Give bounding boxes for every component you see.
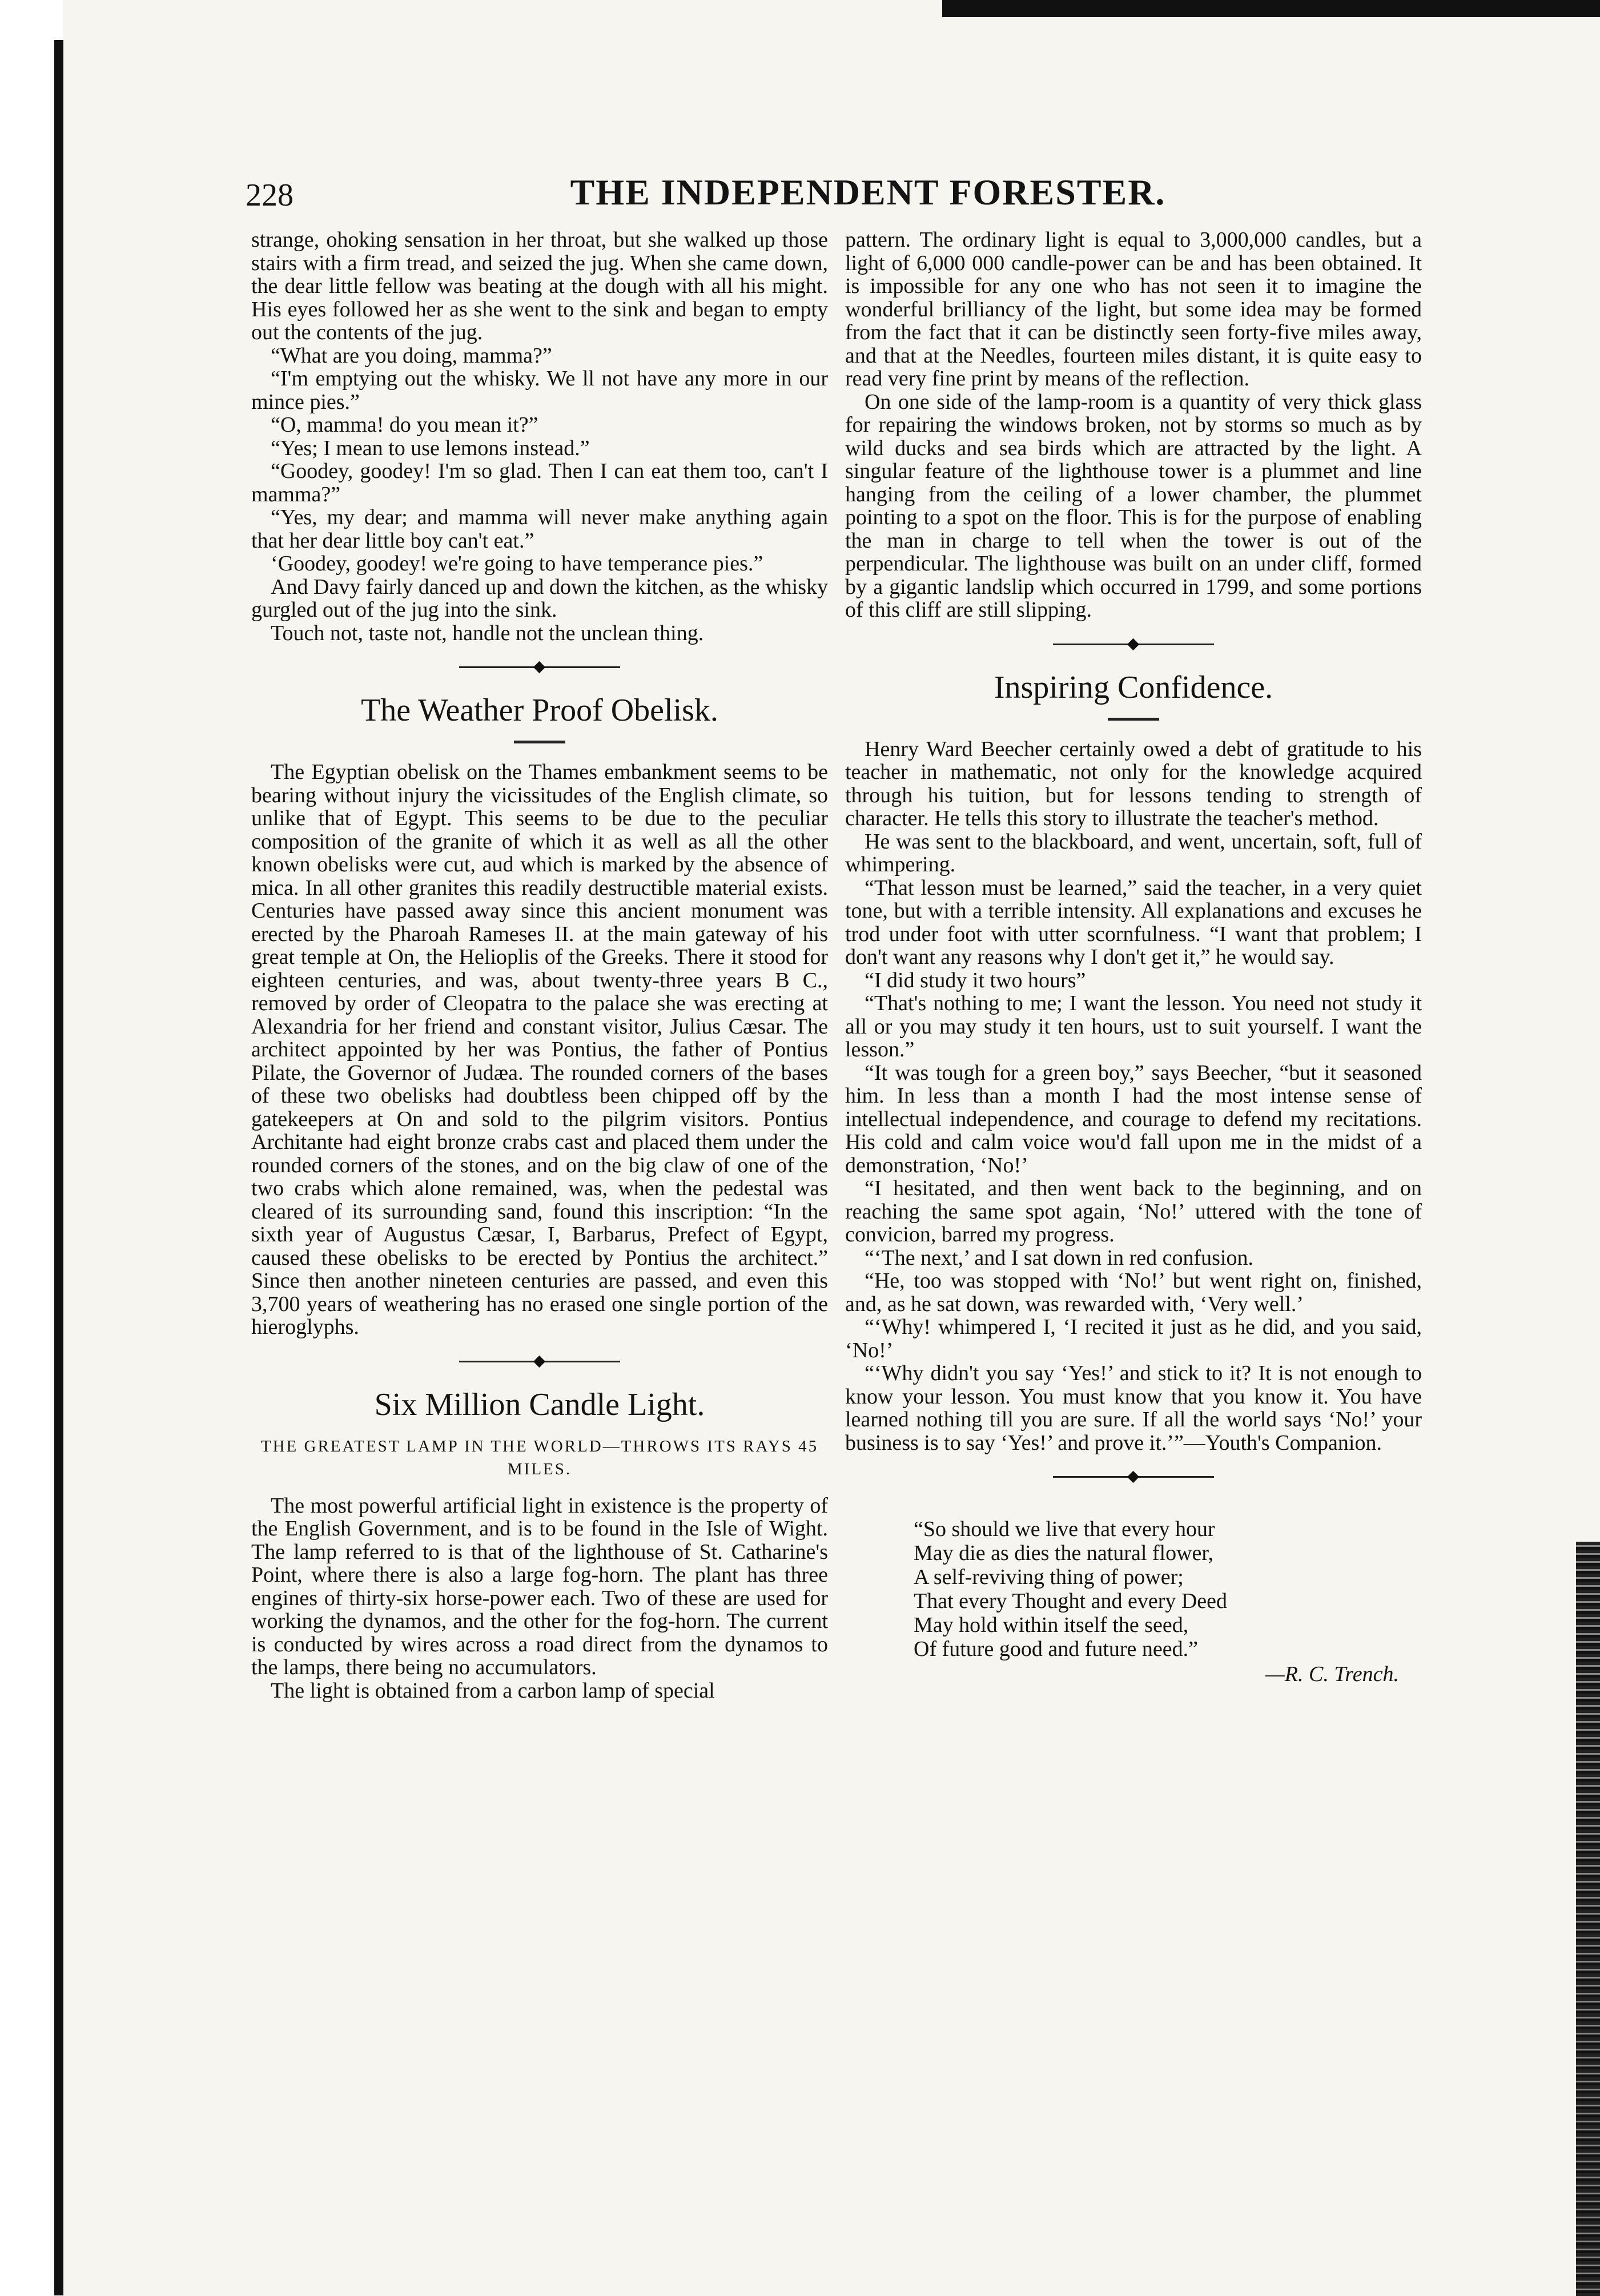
- section-divider: [845, 628, 1422, 662]
- paragraph: “Yes; I mean to use lemons instead.”: [271, 436, 590, 460]
- paragraph: “Goodey, goodey! I'm so glad. Then I can eat them too, can't I mamma?”: [251, 459, 828, 506]
- paragraph: The light is obtained from a carbon lamp of special: [271, 1678, 715, 1703]
- candle-light-continuation: [845, 228, 1422, 622]
- paragraph: ‘Goodey, goodey! we're going to have temperance pies.”: [271, 552, 763, 576]
- paragraph: “I'm emptying out the whisky. We ll not have any more in our mince pies.”: [251, 367, 828, 414]
- poem-line: May die as dies the natural flower,: [914, 1541, 1214, 1565]
- paragraph: “That lesson must be learned,” said the teacher, in a very quiet tone, but with a terrible intensity. All explanations and excuses he trod under foot with utter scornfulness. “I want that problem; I don't want any reasons why I don't get it,” he would say.: [845, 875, 1422, 969]
- article-candle-light: [251, 1386, 828, 1703]
- paragraph: On one side of the lamp-room is a quantity of very thick glass for repairing the windows broken, not by storms so much as by wild ducks and sea birds which are attracted by the light. A singular feature of the lighthouse tower is a plummet and line hanging from the ceiling of a lower chamber, the plummet pointing to a spot on the floor. This is for the purpose of enabling the man in charge to tell when the tower is out of the perpendicular. The lighthouse was built on an under cliff, formed by a gigantic landslip which occurred in 1799, and some portions of this cliff are still slipping.: [845, 389, 1422, 622]
- scan-margin: [0, 0, 63, 2296]
- paragraph: “It was tough for a green boy,” says Beecher, “but it seasoned him. In less than a month I had the most intense sense of intellectual independence, and courage to defend my recitations. His cold and calm voice wou'd fall upon me in the midst of a demonstration, ‘No!’: [845, 1060, 1422, 1177]
- journal-title: THE INDEPENDENT FORESTER.: [570, 172, 1166, 212]
- paragraph: “What are you doing, mamma?”: [271, 343, 552, 368]
- scan-edge-left: [54, 40, 63, 2295]
- article-subheading: THE GREATEST LAMP IN THE WORLD—THROWS ITS RAYS 45 MILES.: [260, 1437, 819, 1478]
- story-continuation: [251, 228, 828, 645]
- poem-line: That every Thought and every Deed: [914, 1589, 1228, 1613]
- paragraph: Henry Ward Beecher certainly owed a debt of gratitude to his teacher in mathematic, not only for the knowledge acquired through his tuition, but for lessons tending to strength of character. He tells this story to illustrate the teacher's method.: [845, 737, 1422, 830]
- section-divider: [251, 650, 828, 685]
- article-obelisk: [251, 691, 828, 1339]
- paragraph: “Yes, my dear; and mamma will never make anything again that her dear little boy can't eat.”: [251, 505, 828, 553]
- paragraph: He was sent to the blackboard, and went, uncertain, soft, full of whimpering.: [845, 829, 1422, 876]
- article-confidence: [845, 669, 1422, 1455]
- paragraph: “He, too was stopped with ‘No!’ but went right on, finished, and, as he sat down, was rewarded with, ‘Very well.’: [845, 1269, 1422, 1316]
- paragraph: Touch not, taste not, handle not the unclean thing.: [271, 621, 704, 645]
- article-title: Inspiring Confidence.: [994, 669, 1273, 705]
- poem-author: —R. C. Trench.: [1265, 1662, 1399, 1686]
- paragraph: “I did study it two hours”: [865, 968, 1086, 992]
- paragraph: “‘Why! whimpered I, ‘I recited it just as he did, and you said, ‘No!’: [845, 1315, 1422, 1362]
- scan-edge-right: [1576, 1542, 1600, 2296]
- article-title: Six Million Candle Light.: [374, 1386, 705, 1422]
- left-column: [251, 228, 828, 1702]
- paragraph: “That's nothing to me; I want the lesson. You need not study it all or you may study it ten hours, ust to suit yourself. I want the lesson.”: [845, 991, 1422, 1061]
- paragraph: “‘Why didn't you say ‘Yes!’ and stick to it? It is not enough to know your lesson. You must know that you know it. You have learned nothing till you are sure. If all the world says ‘No!’ your business is to say ‘Yes!’ and prove it.’”—Youth's Companion.: [845, 1361, 1422, 1455]
- page-number: 228: [246, 178, 294, 213]
- running-head: [246, 171, 1490, 223]
- scan-edge-top: [942, 0, 1600, 17]
- paragraph: pattern. The ordinary light is equal to 3,000,000 candles, but a light of 6,000 000 candle-power can be and has been obtained. It is impossible for any one who has not seen it to imagine the wonderful brilliancy of the light, but some idea may be formed from the fact that it can be distinctly seen forty-five miles away, and that at the Needles, fourteen miles distant, it is quite easy to read very fine print by means of the reflection.: [845, 228, 1422, 391]
- poem: [914, 1517, 1422, 1686]
- paragraph: “‘The next,’ and I sat down in red confusion.: [865, 1245, 1253, 1270]
- article-title: The Weather Proof Obelisk.: [361, 693, 718, 728]
- paragraph: “I hesitated, and then went back to the beginning, and on reaching the same spot again, ‘No!’ uttered with the tone of convicion, barred my progress.: [845, 1176, 1422, 1246]
- paragraph: strange, ohoking sensation in her throat, but she walked up those stairs with a firm tread, and seized the jug. When she came down, the dear little fellow was beating at the dough with all his might. His eyes followed her as she went to the sink and began to empty out the contents of the jug.: [251, 228, 828, 344]
- paragraph: “O, mamma! do you mean it?”: [271, 413, 538, 437]
- section-divider: [845, 1460, 1422, 1494]
- paragraph: And Davy fairly danced up and down the kitchen, as the whisky gurgled out of the jug into the sink.: [251, 574, 828, 622]
- title-rule: [514, 741, 565, 743]
- poem-line: “So should we live that every hour: [914, 1517, 1215, 1541]
- title-rule: [1108, 718, 1159, 721]
- right-column: [845, 228, 1422, 1686]
- poem-line: May hold within itself the seed,: [914, 1613, 1189, 1637]
- paragraph: The Egyptian obelisk on the Thames embankment seems to be bearing without injury the vicissitudes of the English climate, so unlike that of Egypt. This seems to be due to the peculiar composition of the granite of which it as well as all the other known obelisks were cut, aud which is marked by the absence of mica. In all other granites this readily destructible material exists. Centuries have passed away since this ancient monument was erected by the Pharoah Rameses II. at the main gateway of his great temple at On, the Helioplis of the Greeks. There it stood for eighteen centuries, and was, about twenty-three years B C., removed by order of Cleopatra to the palace she was erecting at Alexandria for her friend and constant visitor, Julius Cæsar. The architect appointed by her was Pontius, the father of Pontius Pilate, the Governor of Judæa. The rounded corners of the bases of these two obelisks had doubtless been chipped off by the gatekeepers at On and sold to the pilgrim visitors. Pontius Architante had eight bronze crabs cast and placed them under the rounded corners of the stones, and on the big claw of one of the two crabs which alone remained, was, when the pedestal was cleared of its surrounding sand, found this inscription: “In the sixth year of Augustus Cæsar, I, Barbarus, Prefect of Egypt, caused these obelisks to be erected by Pontius the architect.” Since then another nineteen centuries are passed, and even this 3,700 years of weathering has no erased one single portion of the hieroglyphs.: [251, 760, 828, 1339]
- poem-line: Of future good and future need.”: [914, 1637, 1199, 1661]
- poem-line: A self-reviving thing of power;: [914, 1565, 1184, 1589]
- section-divider: [251, 1345, 828, 1379]
- paragraph: The most powerful artificial light in existence is the property of the English Government, and is to be found in the Isle of Wight. The lamp referred to is that of the lighthouse of St. Catharine's Point, where there is also a large fog-horn. The plant has three engines of thirty-six horse-power each. Two of these are used for working the dynamos, and the other for the fog-horn. The current is conducted by wires across a road direct from the dynamos to the lamps, there being no accumulators.: [251, 1493, 828, 1679]
